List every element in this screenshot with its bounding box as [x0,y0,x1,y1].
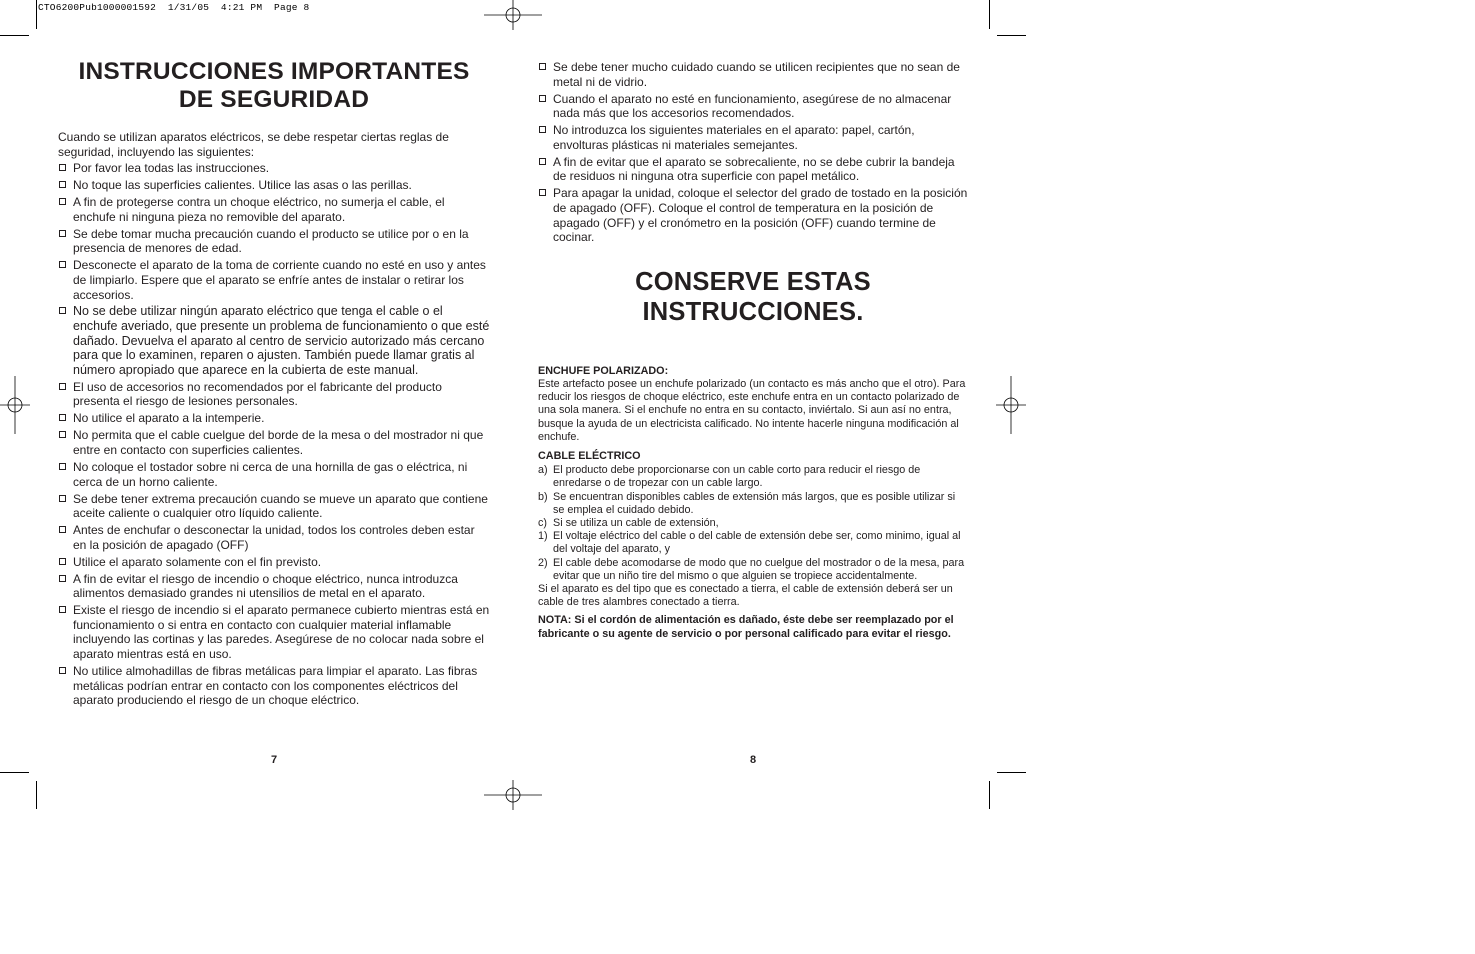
registration-mark-icon [484,0,542,58]
list-item [538,557,968,583]
note-text: NOTA: Si el cordón de alimentación es dañado, éste debe ser reemplazado por el fabricante o su agente de servicio o por personal calificado para evitar el riesgo. [538,614,954,640]
checkbox-bullet-icon [59,181,66,188]
list-item [58,664,490,708]
list-item-text: El uso de accesorios no recomendados por el fabricante del producto presenta el riesgo de lesiones personales. [73,379,442,409]
list-item-text: No permita que el cable cuelgue del borde de la mesa o del mostrador ni que entre en contacto con superficies calientes. [73,428,484,457]
list-item-text: Por favor lea todas las instrucciones. [73,161,270,176]
checkbox-bullet-icon [59,667,66,674]
list-item-text: Antes de enchufar o desconectar la unidad, todos los controles deben estar en la posición de apagado (OFF) [73,523,475,552]
list-item [58,411,490,426]
title-line: INSTRUCCIONES. [642,297,864,326]
conserve-heading [538,267,968,327]
list-item [58,603,490,661]
checkbox-bullet-icon [59,575,66,582]
list-item [538,155,968,184]
list-item-text: No se debe utilizar ningún aparato eléctrico que tenga el cable o el enchufe averiado, que presente un problema de funcionamiento o que esté dañado. Devuelva el aparato al centro de servicio autorizado más cercano para que lo examinen, reparen o ajusten. También puede llamar gratis al número apropiado que aparece en la cubierta de este manual. [73,304,490,377]
list-item [538,92,968,121]
list-marker: a) [538,464,548,477]
list-item [58,195,490,224]
list-marker: 2) [538,556,548,569]
list-item-text: El cable debe acomodarse de modo que no cuelgue del mostrador o de la mesa, para evitar que un niño tire del mismo o que alguien se tropiece accidentalmente. [553,556,965,582]
crop-mark [36,781,37,809]
title-line: CONSERVE ESTAS [635,267,871,296]
list-item [538,517,968,530]
list-item [58,304,490,377]
intro-paragraph: Cuando se utilizan aparatos eléctricos, se debe respetar ciertas reglas de seguridad, incluyendo las siguientes: [58,130,449,159]
power-cord-heading: CABLE ELÉCTRICO [538,449,641,462]
checkbox-bullet-icon [539,63,546,70]
checkbox-bullet-icon [59,606,66,613]
list-marker: b) [538,490,548,503]
list-item-text: No utilice el aparato a la intemperie. [73,411,265,426]
checkbox-bullet-icon [59,558,66,565]
safety-list [538,60,968,245]
checkbox-bullet-icon [59,164,66,171]
list-item [58,555,490,570]
title-line: DE SEGURIDAD [178,86,370,113]
left-page [58,58,490,710]
title-line: INSTRUCCIONES IMPORTANTES [78,58,470,85]
checkbox-bullet-icon [59,431,66,438]
list-item [58,492,490,521]
registration-mark-icon [982,376,1040,434]
crop-mark [989,0,990,29]
list-item-text: Cuando el aparato no esté en funcionamiento, asegúrese de no almacenar nada más que los accesorios recomendados. [553,91,952,121]
page-number: 7 [271,754,278,766]
registration-mark-icon [484,780,542,838]
crop-mark [997,35,1026,36]
list-item-text: Desconecte el aparato de la toma de corriente cuando no esté en uso y antes de limpiarlo. Espere que el aparato se enfríe antes de instalar o retirar los accesorios. [73,258,486,302]
list-item [538,123,968,152]
checkbox-bullet-icon [59,261,66,268]
conserve-heading-block [538,267,968,327]
list-item-text: El voltaje eléctrico del cable o del cable de extensión debe ser, como minimo, igual al del voltaje del aparato, y [553,530,961,556]
list-marker: 1) [538,530,548,543]
checkbox-bullet-icon [59,414,66,421]
crop-mark [997,772,1026,773]
crop-mark [36,0,37,29]
list-item-text: No introduzca los siguientes materiales en el aparato: papel, cartón, envolturas plásticas ni materiales semejantes. [553,123,915,152]
list-item [538,186,968,244]
list-item [58,523,490,552]
list-item-text: No utilice almohadillas de fibras metálicas para limpiar el aparato. Las fibras metálicas podrían entrar en contacto con los componentes eléctricos del aparato produciendo el riesgo de un choque eléctrico. [73,664,478,708]
crop-mark [0,35,29,36]
ground-cord-text: Si el aparato es del tipo que es conectado a tierra, el cable de extensión deberá ser un cable de tres alambres conectado a tierra. [538,582,953,609]
list-item-text: Para apagar la unidad, coloque el selector del grado de tostado en la posición de apagado (OFF). Coloque el control de temperatura en la posición de apagado (OFF) y el cronómetro en la posición (OFF) cuando termine de cocinar. [553,186,968,245]
list-item [538,491,968,517]
list-item-text: Existe el riesgo de incendio si el aparato permanece cubierto mientras está en funcionamiento o si entra en contacto con cualquier material inflamable incluyendo las cortinas y las paredes. Asegúrese de no colocar nada sobre el aparato mientras está en uso. [73,603,490,662]
polarized-plug-heading: ENCHUFE POLARIZADO: [538,364,669,377]
page-number: 8 [750,754,757,766]
polarized-plug-text: Este artefacto posee un enchufe polarizado (un contacto es más ancho que el otro). Para reducir los riesgos de choque eléctrico, este enchufe entra en un contacto polarizado de una sola manera. Si el enchufe no entra en su contacto, inviértalo. Si aun así no entra, busque la ayuda de un electricista calificado. No intente hacerle ninguna modificación al enchufe. [538,377,966,443]
list-item [538,464,968,490]
right-page [538,58,968,641]
list-item-text: El producto debe proporcionarse con un cable corto para reducir el riesgo de enredarse o de tropezar con un cable largo. [553,464,921,490]
list-item-text: Se debe tener mucho cuidado cuando se utilicen recipientes que no sean de metal ni de vidrio. [553,60,960,89]
list-item [58,460,490,489]
list-item-text: Si se utiliza un cable de extensión, [553,516,719,529]
list-item [58,161,490,176]
list-marker: c) [538,516,547,529]
page-title [58,58,490,114]
list-item-text: Se encuentran disponibles cables de extensión más largos, que es posible utilizar si se emplea el cuidado debido. [553,490,956,516]
list-item [58,428,490,457]
list-item [58,572,490,601]
registration-mark-icon [0,376,44,434]
list-item-text: Se debe tener extrema precaución cuando se mueve un aparato que contiene aceite caliente o cualquier otro líquido caliente. [73,491,488,521]
crop-mark [0,772,29,773]
list-item [58,227,490,256]
list-item [58,258,490,302]
checkbox-bullet-icon [59,526,66,533]
list-item-text: Utilice el aparato solamente con el fin previsto. [73,554,322,569]
checkbox-bullet-icon [59,463,66,470]
list-item-text: A fin de evitar que el aparato se sobrecaliente, no se debe cubrir la bandeja de residuos ni ninguna otra superficie con papel metálico. [553,154,955,184]
checkbox-bullet-icon [539,126,546,133]
checkbox-bullet-icon [59,495,66,502]
checkbox-bullet-icon [59,383,66,390]
checkbox-bullet-icon [539,189,546,196]
checkbox-bullet-icon [539,95,546,102]
list-item [58,380,490,409]
safety-list [58,161,490,708]
list-item-text: A fin de evitar el riesgo de incendio o choque eléctrico, nunca introduzca alimentos demasiado grandes ni utensilios de metal en el aparato. [73,571,458,601]
checkbox-bullet-icon [59,307,66,314]
list-item [538,60,968,89]
crop-mark [989,781,990,809]
print-slug: CTO6200Pub1000001592 1/31/05 4:21 PM Page 8 [38,2,310,13]
list-item-text: A fin de protegerse contra un choque eléctrico, no sumerja el cable, el enchufe ni ninguna pieza no removible del aparato. [73,195,445,224]
list-item-text: No coloque el tostador sobre ni cerca de una hornilla de gas o eléctrica, ni cerca de un horno caliente. [73,459,468,489]
checkbox-bullet-icon [539,158,546,165]
power-cord-list [538,464,968,583]
list-item [538,530,968,556]
checkbox-bullet-icon [59,198,66,205]
list-item [58,178,490,193]
checkbox-bullet-icon [59,230,66,237]
list-item-text: No toque las superficies calientes. Utilice las asas o las perillas. [73,178,412,193]
list-item-text: Se debe tomar mucha precaución cuando el producto se utilice por o en la presencia de menores de edad. [73,226,469,256]
